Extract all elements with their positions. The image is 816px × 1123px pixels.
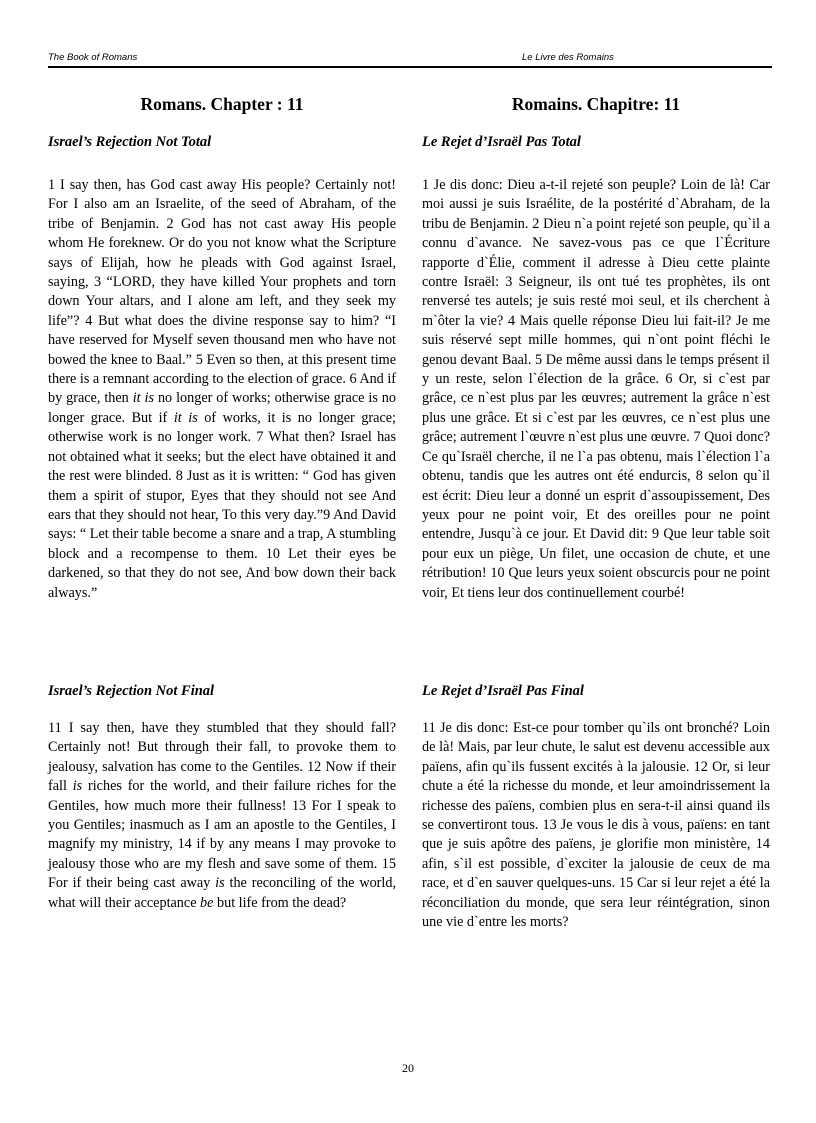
english-column	[48, 94, 397, 911]
french-passage-1: 1 Je dis donc: Dieu a-t-il rejeté son peuple? Loin de là! Car moi aussi je suis Israélite, de la postérité d`Abraham, de la tribu de Benjamin. 2 Dieu n`a point rejeté son peuple, qu`il a connu d`avance. Ne savez-vous pas ce que l`Écriture rapporte d`Élie, comment il adresse à Dieu cette plainte contre Israël: 3 Seigneur, ils ont tué tes prophètes, ils ont renversé tes autels; je suis resté moi seul, et ils cherchent à m`ôter la vie? 4 Mais quelle réponse Dieu lui fait-il? Je me suis réservé sept mille hommes, qui n`ont point fléchi le genou devant Baal. 5 De même aussi dans le temps présent il y un reste, selon l`élection de la grâce. 6 Or, si c`est par grâce, ce n`est plus par les œuvres; autrement la grâce n`est plus une grâce. Et si c`est par les œuvres, ce n`est plus une grâce; autrement l`œuvre n`est plus une œuvre. 7 Quoi donc? Ce qu`Israël cherche, il ne l`a pas obtenu, mais l`élection l`a obtenu, tandis que les autres ont été endurcis, 8 selon qu`il est écrit: Dieu leur a donné un esprit d`assoupissement, Des yeux pour ne point voir, Et des oreilles pour ne point entendre, Jusqu`à ce jour. Et David dit: 9 Que leur table soit pour eux un piège, Un filet, une occasion de chute, et une rétribution! 10 Que leurs yeux soient obscurcis pour ne point voir, Et tiens leur dos continuellement courbé!	[422, 177, 770, 601]
page-number: 20	[402, 1061, 414, 1075]
french-passage-2: 11 Je dis donc: Est-ce pour tomber qu`ils ont bronché? Loin de là! Mais, par leur chute, le salut est devenu accessible aux païens, afin qu`ils fussent excités à la jalousie. 12 Or, si leur chute a été la richesse du monde, et leur amoindrissement la richesse des païens, combien plus en sera-t-il ainsi quand ils se convertiront tous. 13 Je vous le dis à vous, païens: en tant que je suis apôtre des païens, je glorifie mon ministère, 14 afin, s`il est possible, d`exciter la jalousie de ceux de ma race, et d`en sauver quelques-uns. 15 Car si leur rejet a été la réconciliation du monde, que sera leur réintégration, sinon une vie d`entre les morts?	[422, 720, 770, 931]
french-section-heading-1: Le Rejet d’Israël Pas Total	[422, 134, 581, 150]
italic-text: is	[215, 875, 225, 892]
passage-text: the reconciling of the world, what will their acceptance	[48, 875, 396, 911]
passage-text: no longer of works; otherwise grace is no longer grace. But if	[48, 390, 396, 426]
italic-text: it is	[132, 390, 155, 407]
italic-text: be	[200, 894, 214, 911]
english-passage-1	[48, 176, 396, 603]
italic-text: is	[72, 778, 83, 795]
passage-text: but life from the dead?	[213, 894, 347, 911]
english-chapter-title: Romans. Chapter : 11	[140, 94, 304, 114]
english-section-heading-1: Israel’s Rejection Not Total	[48, 134, 212, 150]
header-right-title: Le Livre des Romains	[522, 52, 614, 63]
passage-text: of works, it is no longer grace; otherwise work is no longer work. 7 What then? Israel has not obtained what it seeks; but the elect have obtained it and the rest were blinded. 8 Just as it is written: “ God has given them a spirit of stupor, Eyes that they should not see And ears that they should not hear, To this very day.”9 And David says: “ Let their table become a snare and a trap, A stumbling block and a recompense to them. 10 Let their eyes be darkened, so that they do not see, And bow down their back always.”	[48, 409, 396, 601]
passage-text: riches for the world, and their failure riches for the Gentiles, how much more their fullness! 13 For I speak to you Gentiles; inasmuch as I am an apostle to the Gentiles, I magnify my ministry, 14 if by any means I may provoke to jealousy those who are my flesh and save some of them. 15 For if their being cast away	[48, 778, 397, 892]
running-header	[48, 52, 772, 68]
french-section-heading-2: Le Rejet d’Israël Pas Final	[422, 683, 584, 699]
passage-text: 11 I say then, have they stumbled that they should fall? Certainly not! But through their fall, to provoke them to jealousy, salvation has come to the Gentiles. 12 Now if their fall	[48, 720, 396, 795]
french-chapter-title: Romains. Chapitre: 11	[511, 94, 681, 114]
header-left-title: The Book of Romans	[48, 52, 138, 63]
english-section-heading-2: Israel’s Rejection Not Final	[48, 683, 215, 699]
english-passage-2	[48, 719, 396, 913]
french-column	[422, 94, 770, 931]
italic-text: it is	[173, 409, 198, 426]
passage-text: 1 I say then, has God cast away His people? Certainly not! For I also am an Israelite, of the seed of Abraham, of the tribe of Benjamin. 2 God has not cast away His people whom He foreknew. Or do you not know what the Scripture says of Elijah, how he pleads with God against Israel, saying, 3 “LORD, they have killed Your prophets and torn down Your altars, and I alone am left, and they seek my life”? 4 But what does the divine response say to him? “I have reserved for Myself seven thousand men who have not bowed the knee to Baal.” 5 Even so then, at this present time there is a remnant according to the election of grace. 6 And if by grace, then	[48, 177, 396, 407]
